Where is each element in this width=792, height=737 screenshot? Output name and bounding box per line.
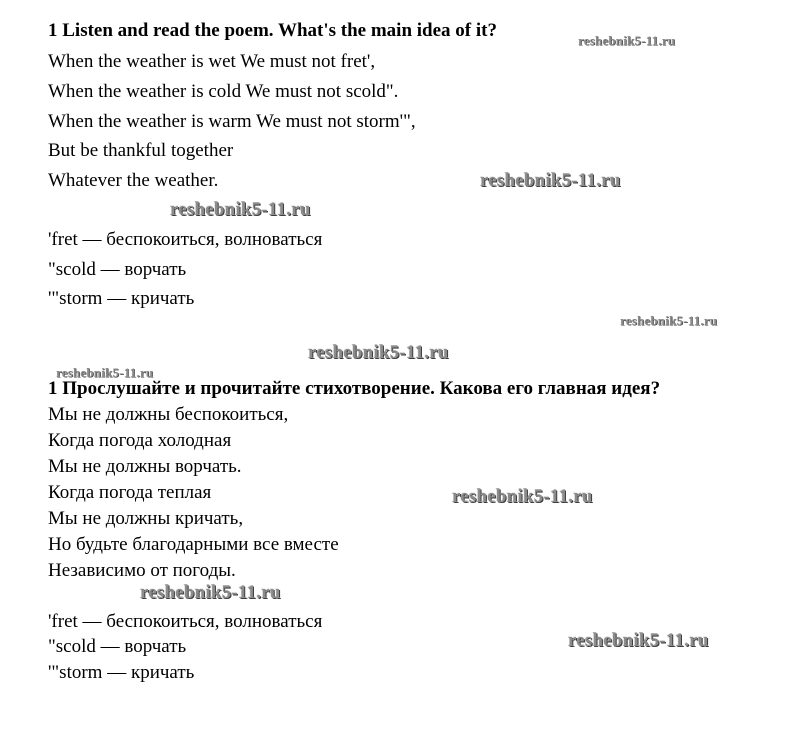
russian-glossary-storm: '"storm — кричать xyxy=(48,662,195,683)
watermark: reshebnik5-11.ru xyxy=(620,313,718,328)
watermark: reshebnik5-11.ru xyxy=(452,486,593,507)
watermark: reshebnik5-11.ru xyxy=(56,365,154,380)
russian-poem-line-5: Мы не должны кричать, xyxy=(48,508,244,529)
watermark: reshebnik5-11.ru xyxy=(170,199,311,220)
watermark: reshebnik5-11.ru xyxy=(578,33,676,48)
russian-poem-line-3: Мы не должны ворчать. xyxy=(48,456,242,477)
english-heading: 1 Listen and read the poem. What's the main idea of it? xyxy=(48,20,497,41)
russian-glossary-scold: "scold — ворчать xyxy=(48,636,187,657)
russian-heading: 1 Прослушайте и прочитайте стихотворение. Какова его главная идея? xyxy=(48,378,661,399)
russian-poem-line-4: Когда погода теплая xyxy=(48,482,212,503)
russian-glossary-fret: 'fret — беспокоиться, волноваться xyxy=(48,611,323,632)
watermark: reshebnik5-11.ru xyxy=(480,170,621,191)
english-glossary-fret: 'fret — беспокоиться, волноваться xyxy=(48,229,323,250)
english-glossary-storm: '"storm — кричать xyxy=(48,288,195,309)
english-poem-line-4: But be thankful together xyxy=(48,140,234,161)
english-poem-line-3: When the weather is warm We must not storm'", xyxy=(48,111,416,132)
russian-poem-line-1: Мы не должны беспокоиться, xyxy=(48,404,289,425)
english-poem-line-5: Whatever the weather. xyxy=(48,170,219,191)
russian-poem-line-7: Независимо от погоды. xyxy=(48,560,236,581)
russian-poem-line-6: Но будьте благодарными все вместе xyxy=(48,534,339,555)
watermark: reshebnik5-11.ru xyxy=(308,342,449,363)
watermark: reshebnik5-11.ru xyxy=(568,630,709,651)
watermark: reshebnik5-11.ru xyxy=(140,582,281,603)
english-glossary-scold: "scold — ворчать xyxy=(48,259,187,280)
english-poem-line-1: When the weather is wet We must not fret', xyxy=(48,51,376,72)
english-poem-line-2: When the weather is cold We must not scold". xyxy=(48,81,399,102)
russian-poem-line-2: Когда погода холодная xyxy=(48,430,232,451)
